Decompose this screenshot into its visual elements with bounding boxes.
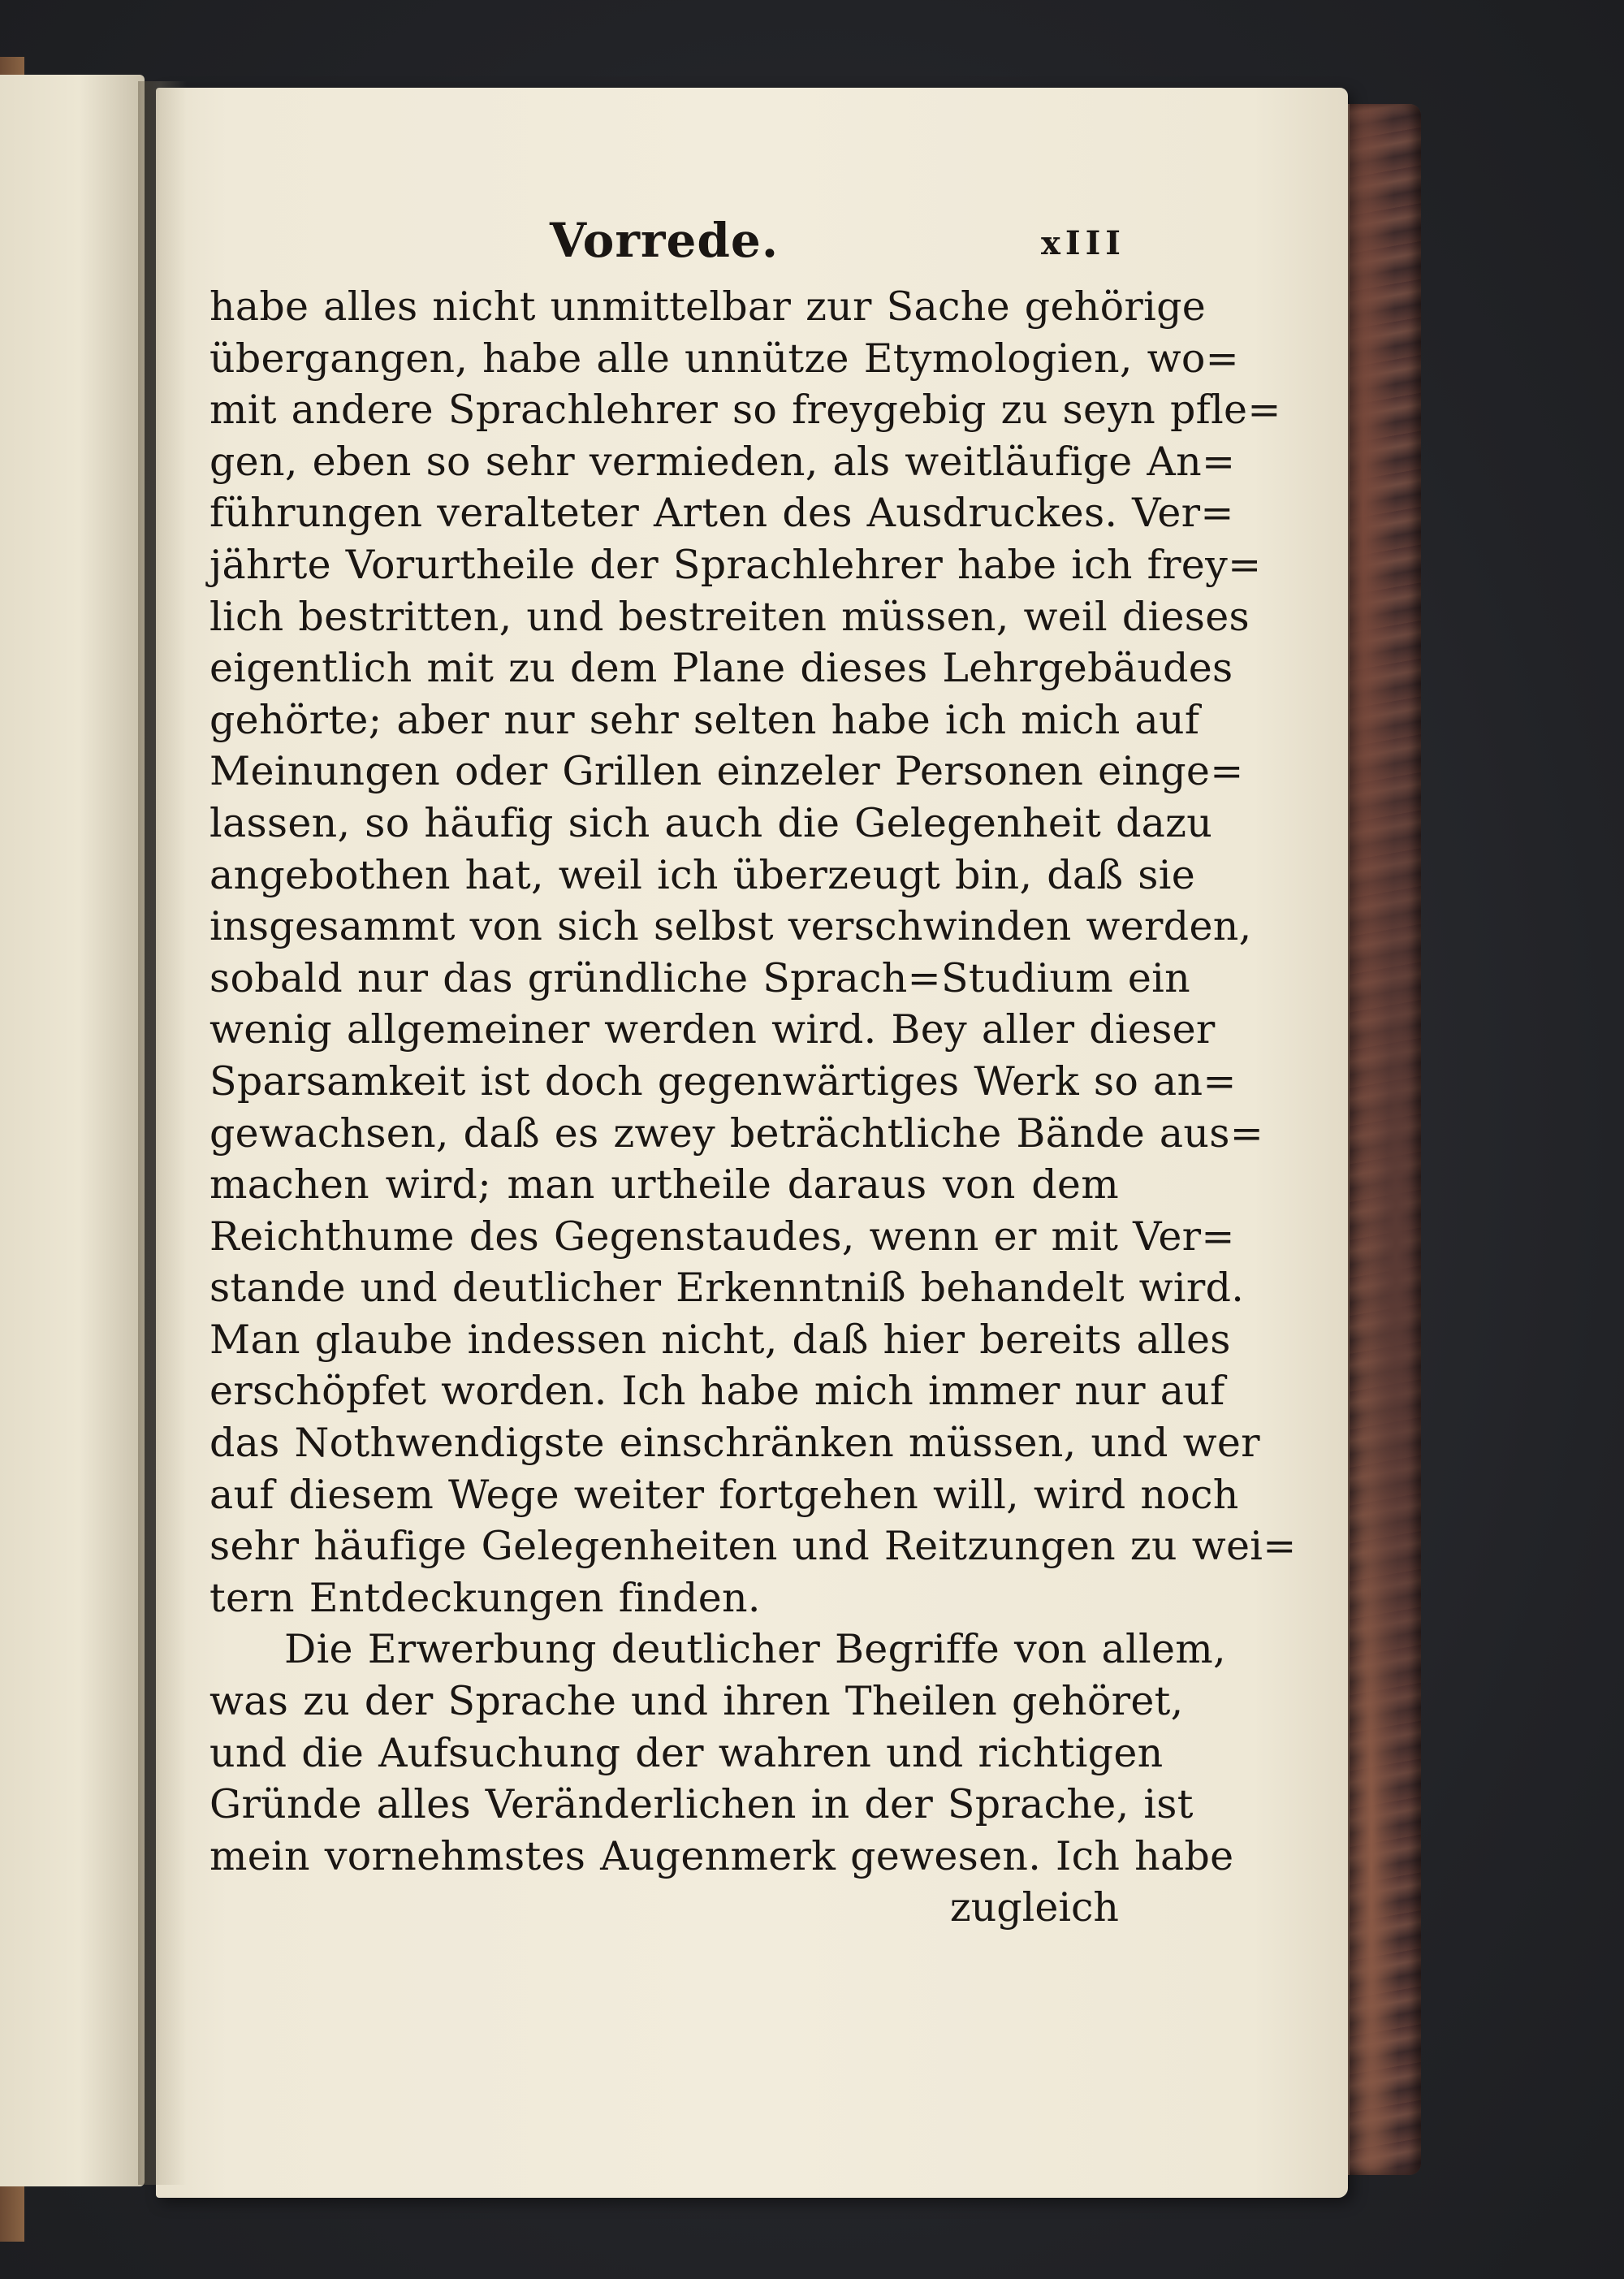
text-line: jährte Vorurtheile der Sprachlehrer habe ich frey= [209,541,1262,588]
text-line: lassen, so häufig sich auch die Gelegenheit dazu [209,799,1213,846]
text-line: gen, eben so sehr vermieden, als weitläufige An= [209,438,1236,485]
text-line: führungen veralteter Arten des Ausdruckes. Ver= [209,490,1234,537]
text-line: habe alles nicht unmittelbar zur Sache gehörige [209,283,1207,330]
text-line: mit andere Sprachlehrer so freygebig zu seyn pfle= [209,387,1281,434]
page-number: xIII [1041,224,1125,262]
paragraph-1 [209,281,1297,1624]
text-line: tern Entdeckungen finden. [209,1574,761,1621]
text-line: angebothen hat, weil ich überzeugt bin, daß sie [209,851,1196,898]
text-line: gehörte; aber nur sehr selten habe ich mich auf [209,696,1200,743]
text-line: erschöpfet worden. Ich habe mich immer nur auf [209,1368,1225,1415]
text-line: machen wird; man urtheile daraus von dem [209,1161,1119,1209]
text-line: und die Aufsuchung der wahren und richtigen [209,1729,1164,1776]
marbled-cover [1338,104,1421,2175]
text-line: übergangen, habe alle unnütze Etymologien, wo= [209,335,1240,382]
paragraph-2 [209,1624,1234,1882]
text-line: Sparsamkeit ist doch gegenwärtiges Werk so an= [209,1057,1237,1105]
page-text [209,213,1297,1934]
text-line: Man glaube indessen nicht, daß hier bereits alles [209,1316,1231,1363]
text-line: Reichthume des Gegenstaudes, wenn er mit Ver= [209,1213,1235,1260]
text-line: Die Erwerbung deutlicher Begriffe von allem, [284,1626,1226,1673]
text-line: eigentlich mit zu dem Plane dieses Lehrgebäudes [209,645,1233,692]
text-line: das Nothwendigste einschränken müssen, und wer [209,1420,1260,1467]
text-line: Gründe alles Veränderlichen in der Sprache, ist [209,1781,1194,1828]
text-line: insgesammt von sich selbst verschwinden werden, [209,903,1252,950]
left-facing-page [0,75,145,2186]
text-line: sobald nur das gründliche Sprach=Studium ein [209,954,1190,1001]
text-line: lich bestritten, und bestreiten müssen, weil dieses [209,593,1250,640]
page-header [209,213,1125,281]
text-line: gewachsen, daß es zwey beträchtliche Bände aus= [209,1109,1264,1157]
text-line: stande und deutlicher Erkenntniß behandelt wird. [209,1265,1245,1312]
text-line: sehr häufige Gelegenheiten und Reitzungen zu wei= [209,1523,1297,1570]
text-line: mein vornehmstes Augenmerk gewesen. Ich habe [209,1832,1234,1879]
text-line: Meinungen oder Grillen einzeler Personen einge= [209,748,1244,795]
gutter-shadow [138,81,187,2185]
running-head: Vorrede. [549,213,780,268]
catchword-row [209,1882,1119,1934]
text-line: wenig allgemeiner werden wird. Bey aller dieser [209,1006,1216,1053]
text-line: auf diesem Wege weiter fortgehen will, wird noch [209,1471,1239,1518]
text-line: was zu der Sprache und ihren Theilen gehöret, [209,1678,1184,1725]
catchword: zugleich [949,1884,1119,1931]
